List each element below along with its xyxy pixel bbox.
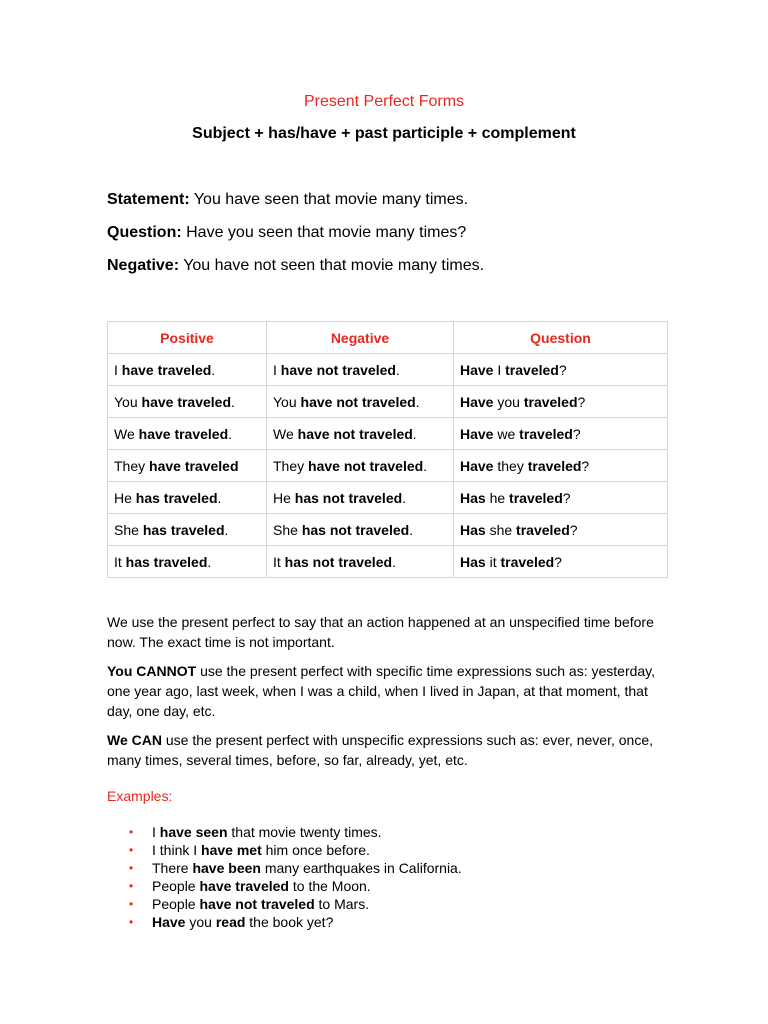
question-cell-text: they: [493, 457, 528, 474]
can-text: use the present perfect with unspecific expressions such as: ever, never, once, many times, several times, before, so far, already, yet, etc.: [107, 732, 654, 768]
question-cell: [454, 546, 668, 578]
example-text: People: [152, 878, 200, 894]
negative-cell-bold: have not traveled: [300, 393, 416, 410]
statement-text: You have seen that movie many times.: [189, 191, 469, 208]
bullet-icon: •: [129, 897, 134, 911]
question-cell: [454, 450, 668, 482]
negative-cell-text: .: [409, 521, 414, 538]
negative-cell: [267, 386, 454, 418]
example-text: many earthquakes in California.: [260, 860, 462, 876]
negative-line: [107, 257, 484, 275]
example-text: you: [185, 914, 216, 930]
negative-cell-text: .: [402, 489, 407, 506]
examples-list: [107, 823, 462, 931]
positive-cell-bold: has traveled: [125, 553, 208, 570]
example-text: the book yet?: [245, 914, 334, 930]
negative-cell-text: .: [412, 425, 417, 442]
question-cell-text: ?: [554, 553, 562, 570]
bullet-icon: •: [129, 825, 134, 839]
question-cell-text: ?: [581, 457, 590, 474]
question-cell-text: ?: [572, 425, 581, 442]
example-item: [107, 913, 462, 931]
table-row: [108, 514, 668, 546]
can-paragraph: [107, 730, 667, 770]
example-text: him once before.: [261, 842, 370, 858]
question-cell: [454, 354, 668, 386]
positive-cell-text: She: [114, 521, 143, 538]
question-cell: [454, 418, 668, 450]
positive-cell-bold: has traveled: [142, 521, 225, 538]
table-header-row: [108, 322, 668, 354]
example-bold: Have: [152, 914, 186, 930]
negative-cell-text: I: [273, 361, 281, 378]
question-cell-bold: traveled: [509, 489, 563, 506]
negative-cell-text: They: [273, 457, 309, 474]
positive-cell-bold: have traveled: [141, 393, 232, 410]
bullet-icon: •: [129, 843, 134, 857]
question-cell-bold: Have: [460, 457, 494, 474]
negative-cell-bold: have not traveled: [308, 457, 424, 474]
question-cell-bold: traveled: [505, 361, 559, 378]
negative-cell-text: You: [273, 393, 301, 410]
bullet-icon: •: [129, 879, 134, 893]
question-cell-bold: traveled: [500, 553, 555, 570]
positive-cell-text: .: [211, 361, 216, 378]
negative-text: You have not seen that movie many times.: [179, 257, 485, 274]
positive-cell-text: It: [114, 553, 126, 570]
bullet-icon: •: [129, 861, 134, 875]
formula-heading: Subject + has/have + past participle + complement: [192, 125, 576, 142]
negative-cell-bold: has not traveled: [294, 489, 403, 506]
positive-cell: [108, 482, 267, 514]
example-bold: have not traveled: [199, 896, 315, 912]
negative-cell: [267, 546, 454, 578]
question-cell-text: she: [485, 521, 517, 538]
negative-cell-text: .: [392, 553, 396, 570]
negative-cell: [267, 450, 454, 482]
question-cell-bold: traveled: [516, 521, 570, 538]
question-cell: [454, 514, 668, 546]
question-cell-text: ?: [558, 361, 567, 378]
example-text: to the Moon.: [288, 878, 371, 894]
negative-cell: [267, 482, 454, 514]
example-text: I: [152, 824, 160, 840]
example-bold: have seen: [159, 824, 228, 840]
positive-cell-text: We: [114, 425, 139, 442]
table-row: [108, 386, 668, 418]
usage-paragraph: We use the present perfect to say that an action happened at an unspecified time before now. The exact time is not important.: [107, 614, 654, 650]
question-cell: [454, 386, 668, 418]
positive-cell-text: .: [231, 393, 235, 410]
negative-cell-bold: have not traveled: [280, 361, 396, 378]
positive-cell-text: You: [114, 393, 142, 410]
question-cell-bold: traveled: [523, 393, 578, 410]
negative-cell-text: We: [273, 425, 298, 442]
question-cell-text: ?: [569, 521, 578, 538]
header-question: Question: [454, 322, 668, 354]
question-cell-text: ?: [562, 489, 571, 506]
table-row: [108, 546, 668, 578]
negative-cell: [267, 354, 454, 386]
example-text: People: [152, 896, 200, 912]
header-negative: Negative: [267, 322, 454, 354]
positive-cell-text: He: [114, 489, 136, 506]
question-cell-text: you: [493, 393, 524, 410]
example-bold: have traveled: [199, 878, 289, 894]
example-item: [107, 895, 462, 913]
negative-cell-bold: has not traveled: [284, 553, 393, 570]
positive-cell: [108, 354, 267, 386]
can-label: We CAN: [107, 732, 162, 748]
negative-cell: [267, 418, 454, 450]
negative-label: Negative:: [107, 257, 180, 274]
question-cell-text: I: [493, 361, 506, 378]
page-title: Present Perfect Forms: [303, 93, 465, 110]
question-cell-text: it: [485, 553, 501, 570]
negative-cell-text: .: [395, 361, 400, 378]
example-text: that movie twenty times.: [227, 824, 382, 840]
question-cell: [454, 482, 668, 514]
positive-cell: [108, 514, 267, 546]
positive-cell: [108, 546, 267, 578]
statement-line: [107, 191, 468, 209]
negative-cell-text: .: [415, 393, 420, 410]
example-item: [107, 823, 462, 841]
example-item: [107, 859, 462, 877]
examples-label: Examples:: [107, 788, 173, 804]
question-text: Have you seen that movie many times?: [181, 224, 467, 241]
example-bold: have met: [201, 842, 262, 858]
question-cell-text: ?: [577, 393, 586, 410]
negative-cell-bold: have not traveled: [297, 425, 413, 442]
table-row: [108, 354, 668, 386]
positive-cell: [108, 418, 267, 450]
cannot-text: use the present perfect with specific time expressions such as: yesterday, one year ago, last week, when I was a child, when I lived in Japan, at that moment, that day, one day, etc.: [107, 663, 656, 719]
question-cell-bold: Have: [460, 393, 494, 410]
negative-cell-text: It: [273, 553, 285, 570]
positive-cell-bold: has traveled: [135, 489, 218, 506]
cannot-paragraph: [107, 661, 667, 721]
question-cell-text: we: [493, 425, 520, 442]
table-row: [108, 482, 668, 514]
question-cell-bold: Have: [460, 425, 494, 442]
positive-cell-bold: have traveled: [138, 425, 229, 442]
question-label: Question:: [107, 224, 182, 241]
example-bold: have been: [192, 860, 261, 876]
negative-cell-text: .: [423, 457, 428, 474]
positive-cell: [108, 386, 267, 418]
positive-cell-text: .: [207, 553, 212, 570]
positive-cell-text: They: [114, 457, 150, 474]
cannot-label: You CANNOT: [107, 663, 197, 679]
table-row: [108, 418, 668, 450]
question-cell-bold: traveled: [519, 425, 573, 442]
example-item: [107, 877, 462, 895]
question-cell-bold: traveled: [527, 457, 582, 474]
positive-cell-text: .: [217, 489, 222, 506]
example-bold: read: [215, 914, 246, 930]
question-cell-bold: Has: [460, 553, 486, 570]
question-cell-text: he: [485, 489, 510, 506]
question-cell-bold: Have: [460, 361, 494, 378]
table-row: [108, 450, 668, 482]
question-cell-bold: Has: [460, 489, 486, 506]
positive-cell-text: .: [224, 521, 229, 538]
positive-cell-bold: have traveled: [121, 361, 212, 378]
header-positive: Positive: [108, 322, 267, 354]
positive-cell-text: I: [114, 361, 122, 378]
forms-table: [107, 321, 668, 578]
positive-cell-bold: have traveled: [149, 457, 239, 474]
negative-cell: [267, 514, 454, 546]
question-line: [107, 224, 466, 242]
negative-cell-text: He: [273, 489, 295, 506]
negative-cell-bold: has not traveled: [301, 521, 410, 538]
statement-label: Statement:: [107, 191, 190, 208]
example-text: to Mars.: [314, 896, 370, 912]
positive-cell: [108, 450, 267, 482]
example-text: I think I: [152, 842, 202, 858]
positive-cell-text: .: [228, 425, 233, 442]
negative-cell-text: She: [273, 521, 302, 538]
example-item: [107, 841, 462, 859]
bullet-icon: •: [129, 915, 134, 929]
example-text: There: [152, 860, 193, 876]
question-cell-bold: Has: [460, 521, 486, 538]
